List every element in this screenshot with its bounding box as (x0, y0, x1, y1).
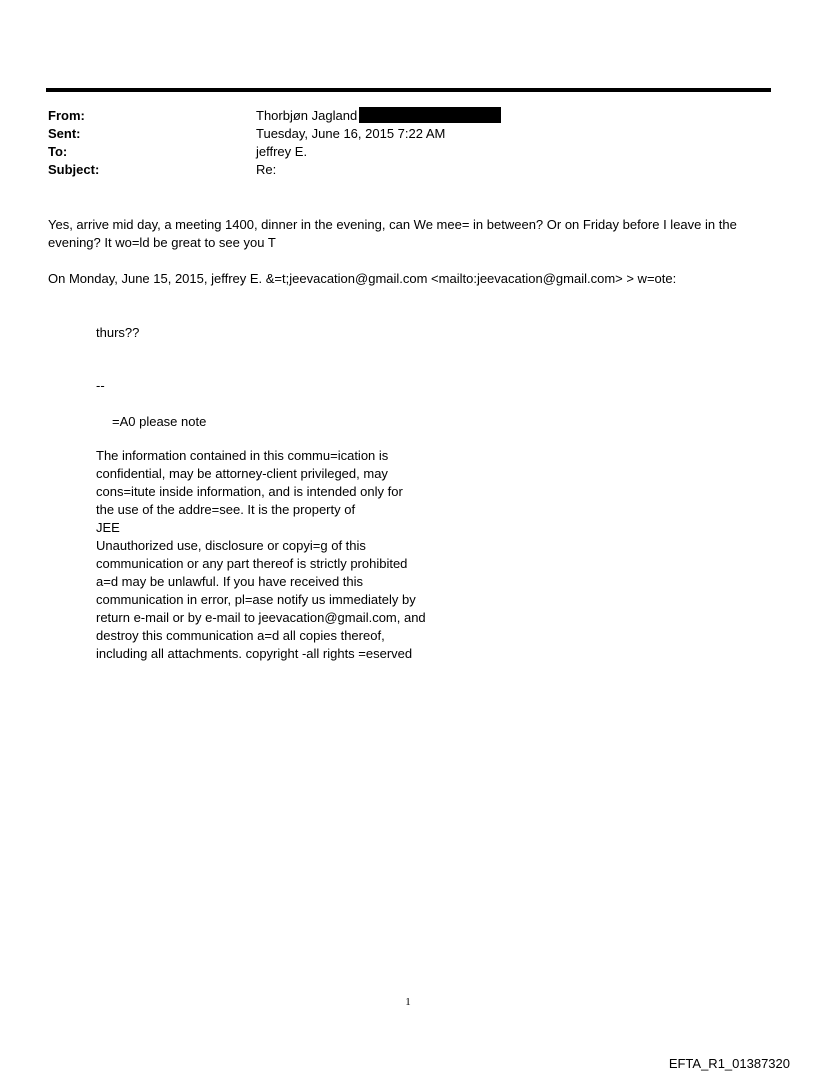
subject-label: Subject: (48, 162, 100, 177)
notice-line: a=d may be unlawful. If you have received this (96, 574, 364, 589)
notice-line: JEE (96, 520, 120, 535)
document-id: EFTA_R1_01387320 (668, 1056, 790, 1071)
please-note: =A0 please note (112, 414, 207, 429)
subject-value: Re: (256, 162, 277, 177)
quote-intro: On Monday, June 15, 2015, jeffrey E. &=t;jeevacation@gmail.com <mailto:jeevacation@gmail.com> > w=ote: (48, 271, 677, 286)
to-label: To: (48, 144, 68, 159)
notice-line: confidential, may be attorney-client privileged, may (96, 466, 388, 481)
quoted-text: thurs?? (96, 325, 140, 340)
notice-line: cons=itute inside information, and is intended only for (96, 484, 403, 499)
notice-line: communication or any part thereof is strictly prohibited (96, 556, 408, 571)
notice-line: return e-mail or by e-mail to jeevacation@gmail.com, and (96, 610, 426, 625)
confidentiality-notice (96, 447, 476, 663)
reply-line-2: evening? It wo=ld be great to see you T (48, 235, 276, 250)
from-label: From: (48, 108, 85, 123)
notice-line: destroy this communication a=d all copies thereof, (96, 628, 385, 643)
notice-line: communication in error, pl=ase notify us immediately by (96, 592, 416, 607)
notice-line: the use of the addre=see. It is the property of (96, 502, 356, 517)
signature-separator: -- (96, 378, 105, 393)
notice-line: Unauthorized use, disclosure or copyi=g of this (96, 538, 366, 553)
header-divider (46, 88, 771, 92)
redaction-block (359, 107, 501, 123)
from-value (256, 107, 501, 125)
sent-value: Tuesday, June 16, 2015 7:22 AM (256, 126, 446, 141)
sender-name: Thorbjøn Jagland (256, 108, 358, 123)
page-number: 1 (405, 996, 411, 1008)
reply-line-1: Yes, arrive mid day, a meeting 1400, dinner in the evening, can We mee= in between? Or on Friday before I leave in the (48, 217, 737, 232)
to-value: jeffrey E. (256, 144, 308, 159)
notice-line: including all attachments. copyright -all rights =eserved (96, 646, 413, 661)
sent-label: Sent: (48, 126, 81, 141)
reply-message (48, 216, 773, 252)
notice-line: The information contained in this commu=ication is (96, 448, 389, 463)
